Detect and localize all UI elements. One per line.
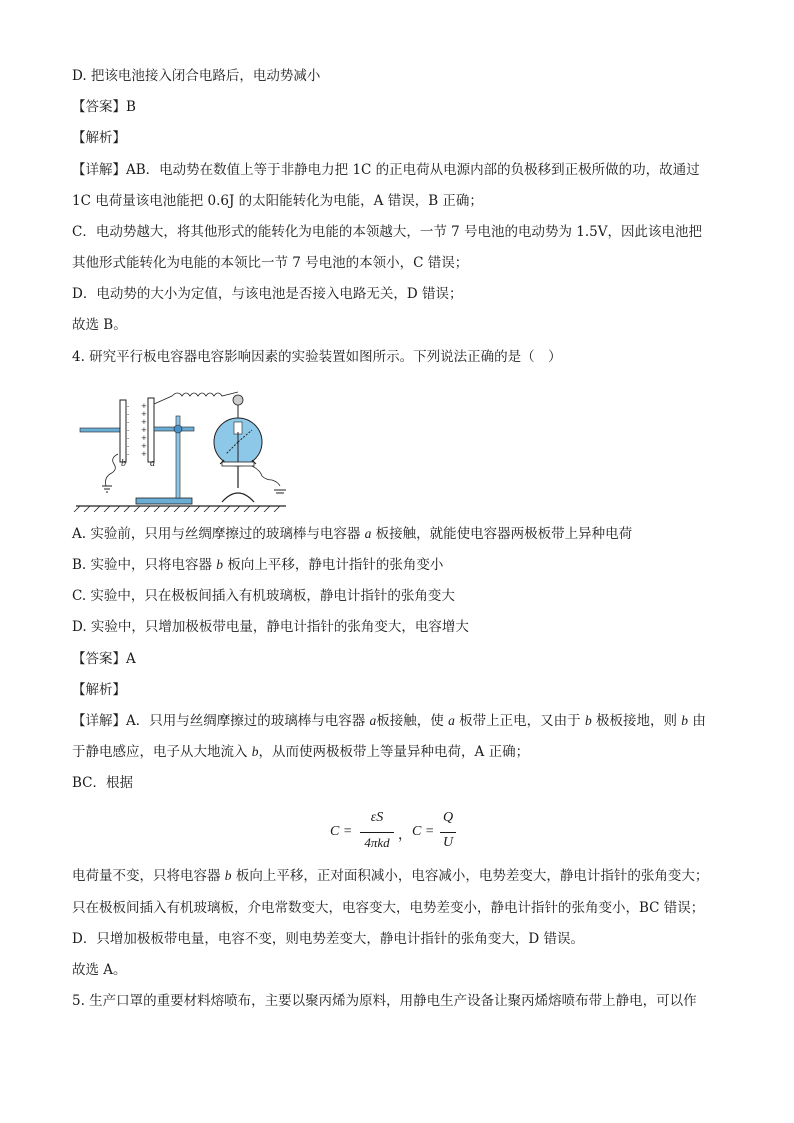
var-a: a [369, 713, 377, 728]
analysis-label-4: 【解析】 [72, 682, 126, 698]
analysis-label-3: 【解析】 [72, 130, 126, 146]
plate-b-label: b [121, 458, 126, 469]
detail-4-text-6: 于静电感应，电子从大地流入 [72, 744, 252, 760]
answer-value: B [126, 99, 136, 115]
formula-num-1: εS [370, 810, 384, 825]
detail-line-1: 【详解】AB．电动势在数值上等于非静电力把 1C 的正电荷从电源内部的负极移到正极所做的功，故通过 [72, 162, 700, 178]
detail-4-line-1 [72, 711, 732, 731]
option-b-text-1: B. 实验中，只将电容器 [72, 557, 217, 573]
answer-label: 【答案】 [72, 99, 126, 115]
svg-text:-: - [127, 451, 130, 458]
svg-text:-: - [127, 427, 130, 434]
svg-text:+: + [141, 450, 147, 458]
formula-lhs-2: C = [412, 824, 435, 839]
detail-4-text-8: 电荷量不变，只将电容器 [72, 868, 225, 884]
svg-text:+: + [141, 402, 147, 410]
var-b: b [584, 713, 592, 728]
svg-text:-: - [127, 435, 130, 442]
svg-text:+: + [141, 426, 147, 434]
option-b-text-2: 板向上平移，静电计指针的张角变小 [223, 557, 444, 573]
option-a-text-1: A. 实验前，只用与丝绸摩擦过的玻璃棒与电容器 [72, 526, 365, 542]
answer-line-3 [72, 97, 732, 117]
formula-lhs-1: C = [330, 824, 353, 839]
option-d-prev: D. 把该电池接入闭合电路后，电动势减小 [72, 68, 321, 84]
detail-line-4: 其他形式能转化为电能的本领比一节 7 号电池的本领小，C 错误； [72, 255, 469, 271]
detail-4-text-2: 板接触，使 [376, 713, 449, 729]
detail-4-text-7: ，从而使两极板带上等量异种电荷，A 正确； [258, 744, 530, 760]
svg-text:+: + [141, 442, 147, 450]
formula-den-2: U [442, 835, 454, 850]
detail-4-line-5: 只在极板间插入有机玻璃板，介电常数变大，电容变大，电势差变小，静电计指针的张角变小，BC 错误； [72, 900, 705, 916]
formula-num-2: Q [442, 810, 454, 825]
var-a: a [364, 526, 372, 541]
option-c: C. 实验中，只在极板间插入有机玻璃板，静电计指针的张角变大 [72, 588, 455, 604]
detail-line-3: C．电动势越大，将其他形式的能转化为电能的本领越大，一节 7 号电池的电动势为 1.5V，因此该电池把 [72, 224, 703, 240]
conclusion-4: 故选 A。 [72, 962, 127, 978]
detail-4-text-5: 由 [688, 713, 706, 729]
answer-line-4 [72, 649, 732, 669]
detail-4-text-4: 极板接地，则 [591, 713, 682, 729]
capacitor-apparatus-figure [72, 362, 292, 512]
detail-4-text-3: 板带上正电，又由于 [454, 713, 585, 729]
var-b: b [251, 744, 259, 759]
svg-text:-: - [127, 411, 130, 418]
option-a-text-2: 板接触，就能使电容器两极板带上异种电荷 [371, 526, 633, 542]
question-5-stem: 5. 生产口罩的重要材料熔喷布，主要以聚丙烯为原料，用静电生产设备让聚丙烯熔喷布带上静电，可以作 [72, 993, 697, 1009]
fraction-bar-1 [360, 832, 394, 833]
svg-text:-: - [127, 419, 130, 426]
answer-label: 【答案】 [72, 651, 126, 667]
formula-den-1: 4πkd [364, 835, 390, 850]
detail-4-line-2 [72, 742, 732, 762]
formula-sep: ， [398, 828, 412, 843]
capacitance-formula [330, 810, 470, 856]
question-4-stem: 4. 研究平行板电容器电容影响因素的实验装置如图所示。下列说法正确的是（ ） [72, 349, 562, 365]
detail-4-line-3: BC．根据 [72, 775, 134, 791]
svg-text:-: - [127, 403, 130, 410]
fraction-bar-2 [440, 832, 456, 833]
option-d: D. 实验中，只增加极板带电量，静电计指针的张角变大，电容增大 [72, 619, 469, 635]
var-b: b [224, 868, 232, 883]
svg-text:+: + [141, 418, 147, 426]
detail-4-text-9: 板向上平移，正对面积减小，电容减小，电势差变大，静电计指针的张角变大； [231, 868, 709, 884]
option-a [72, 524, 732, 544]
answer-value: A [126, 651, 136, 667]
var-b: b [216, 557, 224, 572]
svg-text:-: - [127, 443, 130, 450]
detail-4-line-6: D．只增加极板带电量，电容不变，则电势差变大，静电计指针的张角变大，D 错误。 [72, 931, 584, 947]
detail-4-text-1: 【详解】A．只用与丝绸摩擦过的玻璃棒与电容器 [72, 713, 370, 729]
detail-4-line-4 [72, 866, 732, 886]
var-b: b [681, 713, 689, 728]
svg-text:+: + [141, 434, 147, 442]
option-b [72, 555, 732, 575]
plate-a-label: a [150, 458, 155, 469]
detail-line-5: D．电动势的大小为定值，与该电池是否接入电路无关，D 错误； [72, 286, 463, 302]
conclusion-3: 故选 B。 [72, 317, 127, 333]
var-a: a [448, 713, 455, 728]
svg-text:+: + [141, 410, 147, 418]
detail-line-2: 1C 电荷量该电池能把 0.6J 的太阳能转化为电能，A 错误，B 正确； [72, 193, 483, 209]
